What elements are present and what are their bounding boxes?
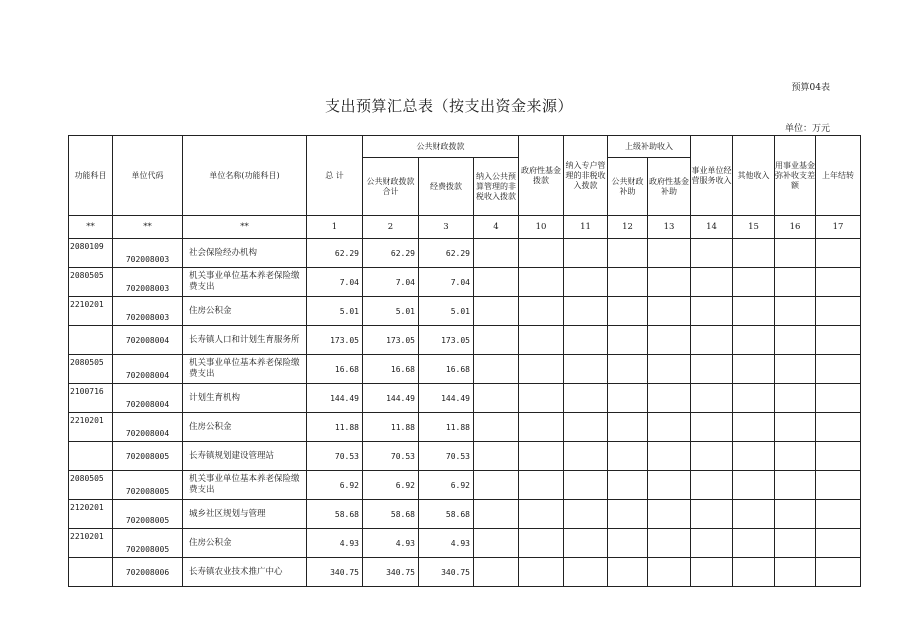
total-cell: 16.68 [307, 355, 363, 384]
empty-cell [608, 558, 648, 587]
table-row [69, 384, 861, 413]
empty-cell [608, 442, 648, 471]
unit-name-cell: 社会保险经办机构 [183, 239, 307, 268]
empty-cell [816, 442, 861, 471]
empty-cell [775, 500, 816, 529]
operating-funds-cell: 70.53 [419, 442, 474, 471]
empty-cell [519, 471, 564, 500]
index-cell: 12 [608, 216, 648, 239]
empty-cell [519, 297, 564, 326]
empty-cell [691, 500, 733, 529]
unit-code-cell: 702008005 [113, 471, 183, 500]
total-cell: 4.93 [307, 529, 363, 558]
unit-name-cell: 机关事业单位基本养老保险缴费支出 [183, 268, 307, 297]
table-row [69, 500, 861, 529]
unit-name-cell: 计划生育机构 [183, 384, 307, 413]
header-public-finance: 公共财政拨款 [363, 136, 519, 158]
func-subject-cell [69, 442, 113, 471]
empty-cell [691, 239, 733, 268]
header-budget-mgmt: 纳入公共预算管理的非税收入拨款 [474, 158, 519, 216]
empty-cell [519, 326, 564, 355]
operating-funds-cell: 62.29 [419, 239, 474, 268]
empty-cell [648, 500, 691, 529]
empty-cell [564, 471, 608, 500]
empty-cell [775, 529, 816, 558]
unit-code-cell: 702008003 [113, 239, 183, 268]
index-cell: 14 [691, 216, 733, 239]
func-subject-cell: 2080109 [69, 239, 113, 268]
operating-funds-cell: 7.04 [419, 268, 474, 297]
empty-cell [733, 268, 775, 297]
total-cell: 340.75 [307, 558, 363, 587]
empty-cell [733, 442, 775, 471]
header-public-finance-total: 公共财政拨款合计 [363, 158, 419, 216]
empty-cell [519, 239, 564, 268]
operating-funds-cell: 4.93 [419, 529, 474, 558]
empty-cell [608, 268, 648, 297]
index-cell: ** [183, 216, 307, 239]
index-cell: 10 [519, 216, 564, 239]
empty-cell [648, 297, 691, 326]
total-cell: 70.53 [307, 442, 363, 471]
header-fund-balance: 用事业基金弥补收支差额 [775, 136, 816, 216]
empty-cell [474, 529, 519, 558]
empty-cell [474, 268, 519, 297]
public-finance-total-cell: 173.05 [363, 326, 419, 355]
table-row [69, 297, 861, 326]
func-subject-cell: 2080505 [69, 268, 113, 297]
table-row [69, 413, 861, 442]
empty-cell [733, 239, 775, 268]
empty-cell [816, 355, 861, 384]
empty-cell [564, 297, 608, 326]
table-row [69, 471, 861, 500]
empty-cell [691, 558, 733, 587]
index-cell: 11 [564, 216, 608, 239]
empty-cell [775, 413, 816, 442]
empty-cell [564, 442, 608, 471]
public-finance-total-cell: 58.68 [363, 500, 419, 529]
budget-table [68, 135, 861, 587]
func-subject-cell: 2120201 [69, 500, 113, 529]
index-cell: ** [113, 216, 183, 239]
index-row-group [69, 216, 861, 239]
empty-cell [816, 471, 861, 500]
func-subject-cell: 2080505 [69, 355, 113, 384]
empty-cell [564, 500, 608, 529]
empty-cell [519, 442, 564, 471]
empty-cell [733, 471, 775, 500]
empty-cell [775, 297, 816, 326]
index-cell: 17 [816, 216, 861, 239]
table-header [69, 136, 861, 216]
empty-cell [775, 268, 816, 297]
unit-name-cell: 城乡社区规划与管理 [183, 500, 307, 529]
unit-code-cell: 702008005 [113, 500, 183, 529]
empty-cell [474, 558, 519, 587]
empty-cell [474, 413, 519, 442]
operating-funds-cell: 58.68 [419, 500, 474, 529]
unit-code-cell: 702008006 [113, 558, 183, 587]
empty-cell [691, 326, 733, 355]
operating-funds-cell: 5.01 [419, 297, 474, 326]
unit-name-cell: 住房公积金 [183, 529, 307, 558]
empty-cell [648, 268, 691, 297]
table-row [69, 558, 861, 587]
unit-label: 单位：万元 [784, 124, 830, 134]
public-finance-total-cell: 16.68 [363, 355, 419, 384]
empty-cell [648, 558, 691, 587]
empty-cell [474, 297, 519, 326]
unit-name-cell: 长寿镇人口和计划生育服务所 [183, 326, 307, 355]
empty-cell [648, 442, 691, 471]
empty-cell [733, 529, 775, 558]
public-finance-total-cell: 6.92 [363, 471, 419, 500]
empty-cell [608, 413, 648, 442]
empty-cell [775, 558, 816, 587]
empty-cell [608, 500, 648, 529]
total-cell: 144.49 [307, 384, 363, 413]
public-finance-total-cell: 340.75 [363, 558, 419, 587]
empty-cell [564, 268, 608, 297]
func-subject-cell: 2210201 [69, 529, 113, 558]
empty-cell [474, 239, 519, 268]
public-finance-total-cell: 7.04 [363, 268, 419, 297]
empty-cell [648, 471, 691, 500]
empty-cell [564, 239, 608, 268]
empty-cell [608, 471, 648, 500]
empty-cell [691, 442, 733, 471]
empty-cell [775, 355, 816, 384]
empty-cell [564, 355, 608, 384]
header-unit-code: 单位代码 [113, 136, 183, 216]
operating-funds-cell: 11.88 [419, 413, 474, 442]
public-finance-total-cell: 11.88 [363, 413, 419, 442]
unit-code-cell: 702008005 [113, 442, 183, 471]
header-public-finance-subsidy: 公共财政补助 [608, 158, 648, 216]
empty-cell [474, 500, 519, 529]
empty-cell [775, 442, 816, 471]
empty-cell [564, 413, 608, 442]
unit-name-cell: 长寿镇农业技术推广中心 [183, 558, 307, 587]
table-row [69, 442, 861, 471]
index-cell: 2 [363, 216, 419, 239]
header-gov-fund: 政府性基金拨款 [519, 136, 564, 216]
empty-cell [608, 529, 648, 558]
empty-cell [733, 500, 775, 529]
func-subject-cell: 2080505 [69, 471, 113, 500]
empty-cell [648, 326, 691, 355]
public-finance-total-cell: 4.93 [363, 529, 419, 558]
operating-funds-cell: 6.92 [419, 471, 474, 500]
empty-cell [648, 384, 691, 413]
unit-code-cell: 702008003 [113, 297, 183, 326]
empty-cell [648, 355, 691, 384]
empty-cell [519, 384, 564, 413]
index-cell: 16 [775, 216, 816, 239]
index-cell: 3 [419, 216, 474, 239]
table-row [69, 268, 861, 297]
empty-cell [775, 326, 816, 355]
empty-cell [691, 355, 733, 384]
public-finance-total-cell: 144.49 [363, 384, 419, 413]
unit-name-cell: 机关事业单位基本养老保险缴费支出 [183, 471, 307, 500]
empty-cell [519, 529, 564, 558]
empty-cell [733, 326, 775, 355]
empty-cell [816, 558, 861, 587]
empty-cell [608, 326, 648, 355]
table-body [69, 239, 861, 587]
unit-code-cell: 702008005 [113, 529, 183, 558]
unit-name-cell: 住房公积金 [183, 413, 307, 442]
empty-cell [474, 442, 519, 471]
empty-cell [608, 297, 648, 326]
unit-name-cell: 长寿镇规划建设管理站 [183, 442, 307, 471]
unit-code-cell: 702008003 [113, 268, 183, 297]
empty-cell [564, 558, 608, 587]
empty-cell [816, 529, 861, 558]
empty-cell [691, 413, 733, 442]
empty-cell [474, 471, 519, 500]
empty-cell [648, 413, 691, 442]
empty-cell [648, 529, 691, 558]
empty-cell [816, 413, 861, 442]
empty-cell [816, 384, 861, 413]
unit-code-cell: 702008004 [113, 384, 183, 413]
header-superior-subsidy: 上级补助收入 [608, 136, 691, 158]
empty-cell [733, 384, 775, 413]
operating-funds-cell: 173.05 [419, 326, 474, 355]
empty-cell [519, 355, 564, 384]
empty-cell [519, 500, 564, 529]
empty-cell [733, 297, 775, 326]
operating-funds-cell: 144.49 [419, 384, 474, 413]
page-title: 支出预算汇总表（按支出资金来源） [324, 97, 573, 115]
total-cell: 6.92 [307, 471, 363, 500]
empty-cell [733, 355, 775, 384]
index-cell: ** [69, 216, 113, 239]
operating-funds-cell: 340.75 [419, 558, 474, 587]
empty-cell [691, 268, 733, 297]
empty-cell [519, 268, 564, 297]
empty-cell [816, 239, 861, 268]
empty-cell [474, 326, 519, 355]
empty-cell [816, 326, 861, 355]
operating-funds-cell: 16.68 [419, 355, 474, 384]
header-special-mgmt: 纳入专户管理的非税收入拨款 [564, 136, 608, 216]
empty-cell [564, 326, 608, 355]
empty-cell [648, 239, 691, 268]
header-total: 总 计 [307, 136, 363, 216]
func-subject-cell [69, 326, 113, 355]
form-code: 预算04表 [791, 83, 830, 93]
total-cell: 7.04 [307, 268, 363, 297]
unit-name-cell: 住房公积金 [183, 297, 307, 326]
total-cell: 5.01 [307, 297, 363, 326]
header-prev-year: 上年结转 [816, 136, 861, 216]
empty-cell [816, 297, 861, 326]
empty-cell [519, 413, 564, 442]
total-cell: 11.88 [307, 413, 363, 442]
public-finance-total-cell: 5.01 [363, 297, 419, 326]
empty-cell [608, 384, 648, 413]
empty-cell [816, 500, 861, 529]
total-cell: 173.05 [307, 326, 363, 355]
table-row [69, 355, 861, 384]
unit-code-cell: 702008004 [113, 355, 183, 384]
unit-name-cell: 机关事业单位基本养老保险缴费支出 [183, 355, 307, 384]
empty-cell [691, 529, 733, 558]
header-unit-name: 单位名称(功能科目) [183, 136, 307, 216]
table-row [69, 239, 861, 268]
func-subject-cell: 2210201 [69, 297, 113, 326]
empty-cell [775, 471, 816, 500]
empty-cell [608, 239, 648, 268]
empty-cell [775, 384, 816, 413]
header-gov-fund-subsidy: 政府性基金补助 [648, 158, 691, 216]
table-row [69, 529, 861, 558]
index-cell: 4 [474, 216, 519, 239]
index-cell: 1 [307, 216, 363, 239]
empty-cell [519, 558, 564, 587]
empty-cell [691, 384, 733, 413]
header-func-subject: 功能科目 [69, 136, 113, 216]
index-row [69, 216, 861, 239]
empty-cell [474, 355, 519, 384]
empty-cell [816, 268, 861, 297]
func-subject-cell: 2100716 [69, 384, 113, 413]
empty-cell [691, 297, 733, 326]
func-subject-cell: 2210201 [69, 413, 113, 442]
empty-cell [775, 239, 816, 268]
header-other-income: 其他收入 [733, 136, 775, 216]
header-business-income: 事业单位经营服务收入 [691, 136, 733, 216]
table-row [69, 326, 861, 355]
empty-cell [733, 413, 775, 442]
total-cell: 58.68 [307, 500, 363, 529]
header-operating-funds: 经费拨款 [419, 158, 474, 216]
index-cell: 15 [733, 216, 775, 239]
unit-code-cell: 702008004 [113, 413, 183, 442]
empty-cell [733, 558, 775, 587]
total-cell: 62.29 [307, 239, 363, 268]
public-finance-total-cell: 62.29 [363, 239, 419, 268]
index-cell: 13 [648, 216, 691, 239]
empty-cell [474, 384, 519, 413]
unit-code-cell: 702008004 [113, 326, 183, 355]
empty-cell [564, 529, 608, 558]
empty-cell [608, 355, 648, 384]
public-finance-total-cell: 70.53 [363, 442, 419, 471]
func-subject-cell [69, 558, 113, 587]
empty-cell [691, 471, 733, 500]
empty-cell [564, 384, 608, 413]
